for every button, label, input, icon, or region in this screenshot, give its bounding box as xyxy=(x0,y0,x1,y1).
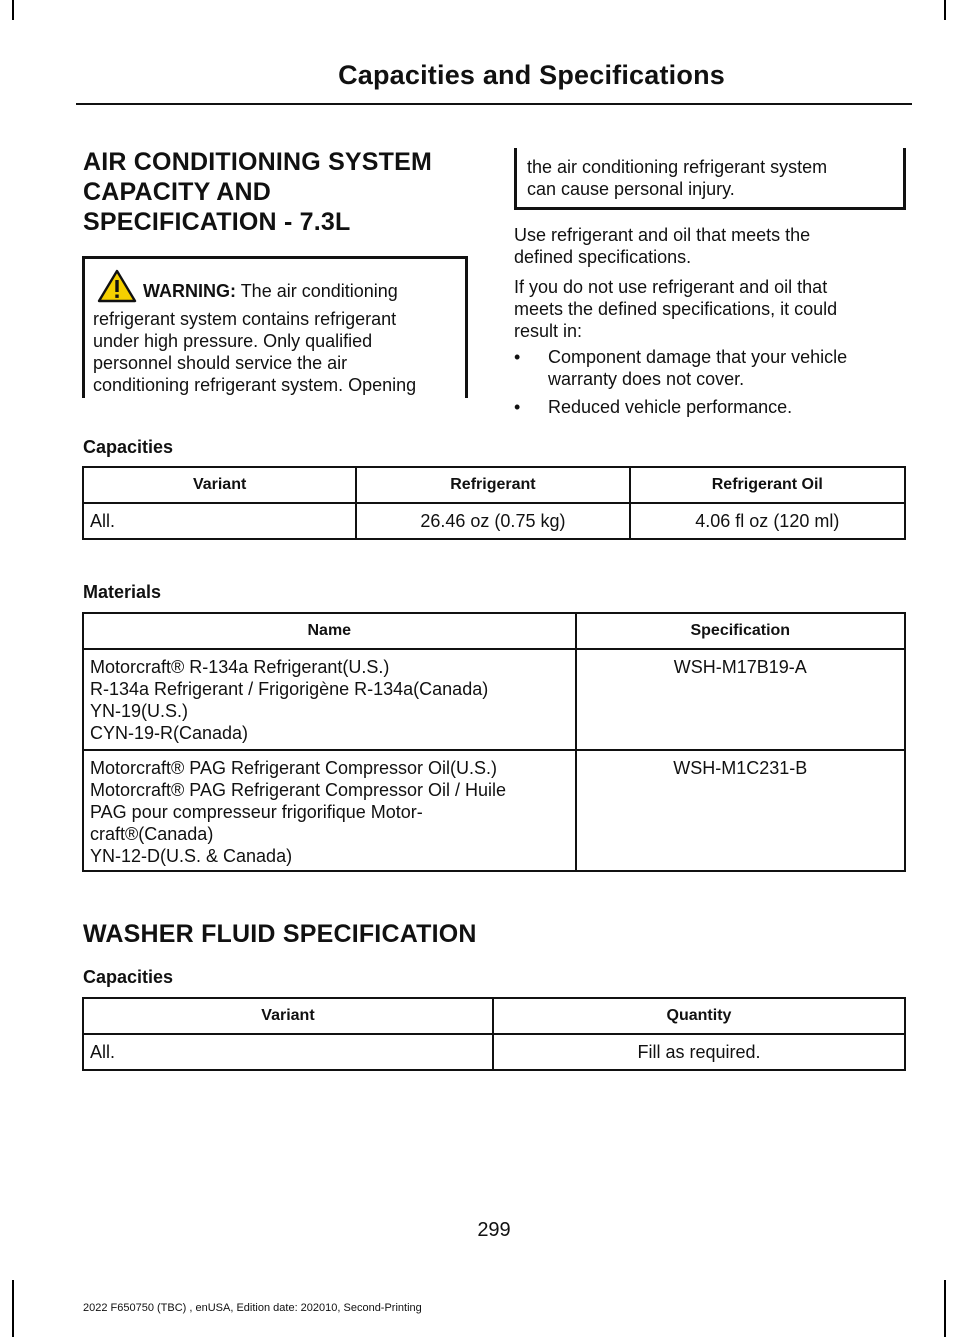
warning-text: personnel should service the air xyxy=(93,353,348,373)
cell-line: craft®(Canada) xyxy=(90,824,214,844)
page-number: 299 xyxy=(477,1219,511,1241)
footer-edition-info: 2022 F650750 (TBC) , enUSA, Edition date: 202010, Second-Printing xyxy=(83,1302,422,1314)
table-cell: Fill as required. xyxy=(493,1034,905,1070)
paragraph-line: Use refrigerant and oil that meets the xyxy=(514,225,811,245)
column-header: Name xyxy=(83,613,576,649)
heading-line: CAPACITY AND xyxy=(83,178,272,206)
section-heading-ac xyxy=(83,147,432,237)
table-header-row xyxy=(83,998,905,1034)
table-header-row xyxy=(83,613,905,649)
warning-text: refrigerant system contains refrigerant xyxy=(93,309,397,329)
warning-label: WARNING: xyxy=(143,281,236,301)
crop-mark xyxy=(12,0,14,20)
column-header: Refrigerant Oil xyxy=(630,467,905,503)
table-cell xyxy=(83,750,576,871)
table-row xyxy=(83,1034,905,1070)
bullet-item xyxy=(514,396,912,418)
warning-box-continued xyxy=(514,148,906,210)
cell-line: Motorcraft® PAG Refrigerant Compressor Oil(U.S.) xyxy=(90,758,498,778)
column-header: Quantity xyxy=(493,998,905,1034)
table-cell: WSH-M1C231-B xyxy=(576,750,905,871)
cell-line: R-134a Refrigerant / Frigorigène R-134a(Canada) xyxy=(90,679,489,699)
table-row xyxy=(83,503,905,539)
bullet-text: Reduced vehicle performance. xyxy=(548,397,793,417)
crop-mark xyxy=(12,1280,14,1337)
table-cell: WSH-M17B19-A xyxy=(576,649,905,750)
subheading-capacities: Capacities xyxy=(83,437,174,457)
column-header: Specification xyxy=(576,613,905,649)
table-row xyxy=(83,750,905,871)
table-cell xyxy=(83,649,576,750)
bullet-marker: • xyxy=(514,347,521,367)
cell-line: Motorcraft® R-134a Refrigerant(U.S.) xyxy=(90,657,390,677)
table-cell: 4.06 fl oz (120 ml) xyxy=(630,503,905,539)
cell-line: PAG pour compresseur frigorifique Motor- xyxy=(90,802,423,822)
paragraph xyxy=(514,224,912,268)
page-header-title: Capacities and Specifications xyxy=(338,60,725,90)
paragraph xyxy=(514,276,912,342)
column-header: Variant xyxy=(83,998,493,1034)
warning-text: can cause personal injury. xyxy=(527,179,735,199)
capacities-table xyxy=(82,466,906,540)
table-cell: All. xyxy=(83,503,356,539)
header-divider xyxy=(76,103,912,105)
paragraph-line: If you do not use refrigerant and oil that xyxy=(514,277,828,297)
bullet-item xyxy=(514,346,912,390)
heading-line: AIR CONDITIONING SYSTEM xyxy=(83,148,433,176)
cell-line: Motorcraft® PAG Refrigerant Compressor Oil / Huile xyxy=(90,780,507,800)
table-cell: 26.46 oz (0.75 kg) xyxy=(356,503,629,539)
subheading-capacities: Capacities xyxy=(83,967,174,987)
washer-capacities-table xyxy=(82,997,906,1071)
warning-text: conditioning refrigerant system. Opening xyxy=(93,375,417,395)
cell-line: CYN-19-R(Canada) xyxy=(90,723,249,743)
section-heading-washer: WASHER FLUID SPECIFICATION xyxy=(83,920,477,948)
table-header-row xyxy=(83,467,905,503)
materials-table xyxy=(82,612,906,872)
cell-line: YN-12-D(U.S. & Canada) xyxy=(90,846,293,866)
warning-text: under high pressure. Only qualified xyxy=(93,331,373,351)
warning-text: the air conditioning refrigerant system xyxy=(527,157,828,177)
bullet-marker: • xyxy=(514,397,521,417)
paragraph-line: result in: xyxy=(514,321,583,341)
warning-box xyxy=(82,256,468,398)
crop-mark xyxy=(944,1280,946,1337)
table-row xyxy=(83,649,905,750)
column-header: Variant xyxy=(83,467,356,503)
bullet-text: Component damage that your vehicle xyxy=(548,347,848,367)
heading-line: SPECIFICATION - 7.3L xyxy=(83,208,351,236)
subheading-materials: Materials xyxy=(83,582,162,602)
paragraph-line: defined specifications. xyxy=(514,247,692,267)
paragraph-line: meets the defined specifications, it could xyxy=(514,299,838,319)
warning-triangle-icon xyxy=(97,269,137,308)
warning-text: The air conditioning xyxy=(240,281,398,301)
cell-line: YN-19(U.S.) xyxy=(90,701,189,721)
column-header: Refrigerant xyxy=(356,467,629,503)
bullet-text: warranty does not cover. xyxy=(548,369,745,389)
table-cell: All. xyxy=(83,1034,493,1070)
crop-mark xyxy=(944,0,946,20)
